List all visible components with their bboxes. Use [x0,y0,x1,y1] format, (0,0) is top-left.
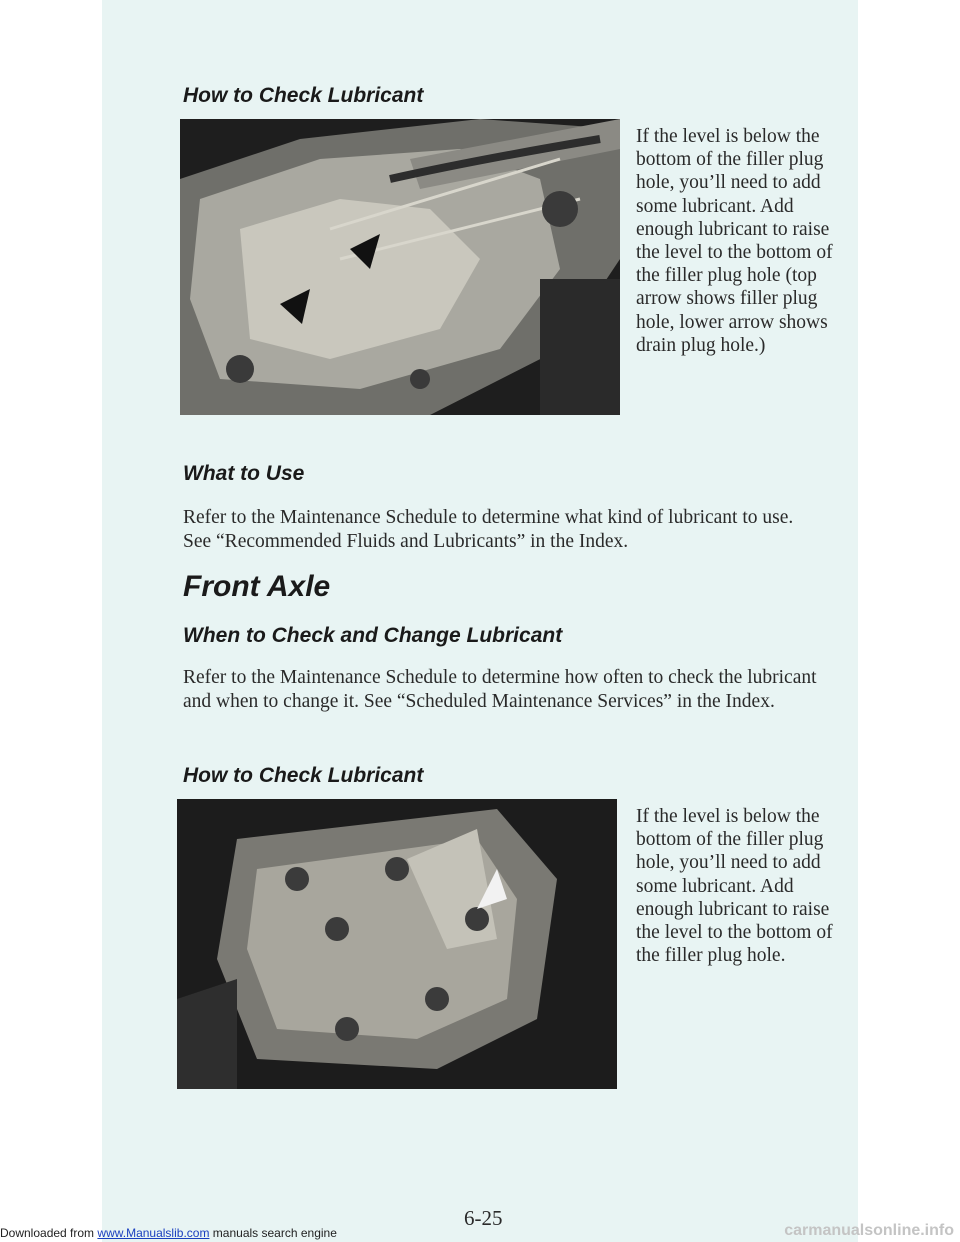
manualslib-link[interactable]: www.Manualslib.com [97,1226,210,1240]
check-lubricant-text-2: If the level is below the bottom of the filler plug hole, you’ll need to add some lubricant. Add enough lubricant to raise the level to the bottom of the filler plug hole. [636,806,833,967]
how-to-check-heading-2: How to Check Lubricant [183,764,424,787]
what-to-use-heading: What to Use [183,462,305,485]
check-lubricant-text-1: If the level is below the bottom of the filler plug hole, you’ll need to add some lubricant. Add enough lubricant to raise the level to the bottom of the filler plug hole (top arrow shows filler plug hole, lower arrow shows drain plug hole.) [636,126,833,356]
how-to-check-heading-1: How to Check Lubricant [183,84,424,107]
footer-suffix: manuals search engine [212,1226,337,1240]
when-to-check-text: Refer to the Maintenance Schedule to determine how often to check the lubricant and when to change it. See “Scheduled Maintenance Services” in the Index. [183,667,817,712]
page-number: 6-25 [464,1206,503,1230]
download-footer [0,1226,337,1240]
when-to-check-heading: When to Check and Change Lubricant [183,624,563,647]
front-axle-title: Front Axle [183,570,331,603]
watermark: carmanualsonline.info [784,1222,954,1239]
front-axle-photo [177,799,617,1089]
footer-prefix: Downloaded from [0,1226,95,1240]
what-to-use-text: Refer to the Maintenance Schedule to determine what kind of lubricant to use. See “Recommended Fluids and Lubricants” in the Index. [183,507,794,552]
transfer-case-photo [180,119,620,415]
